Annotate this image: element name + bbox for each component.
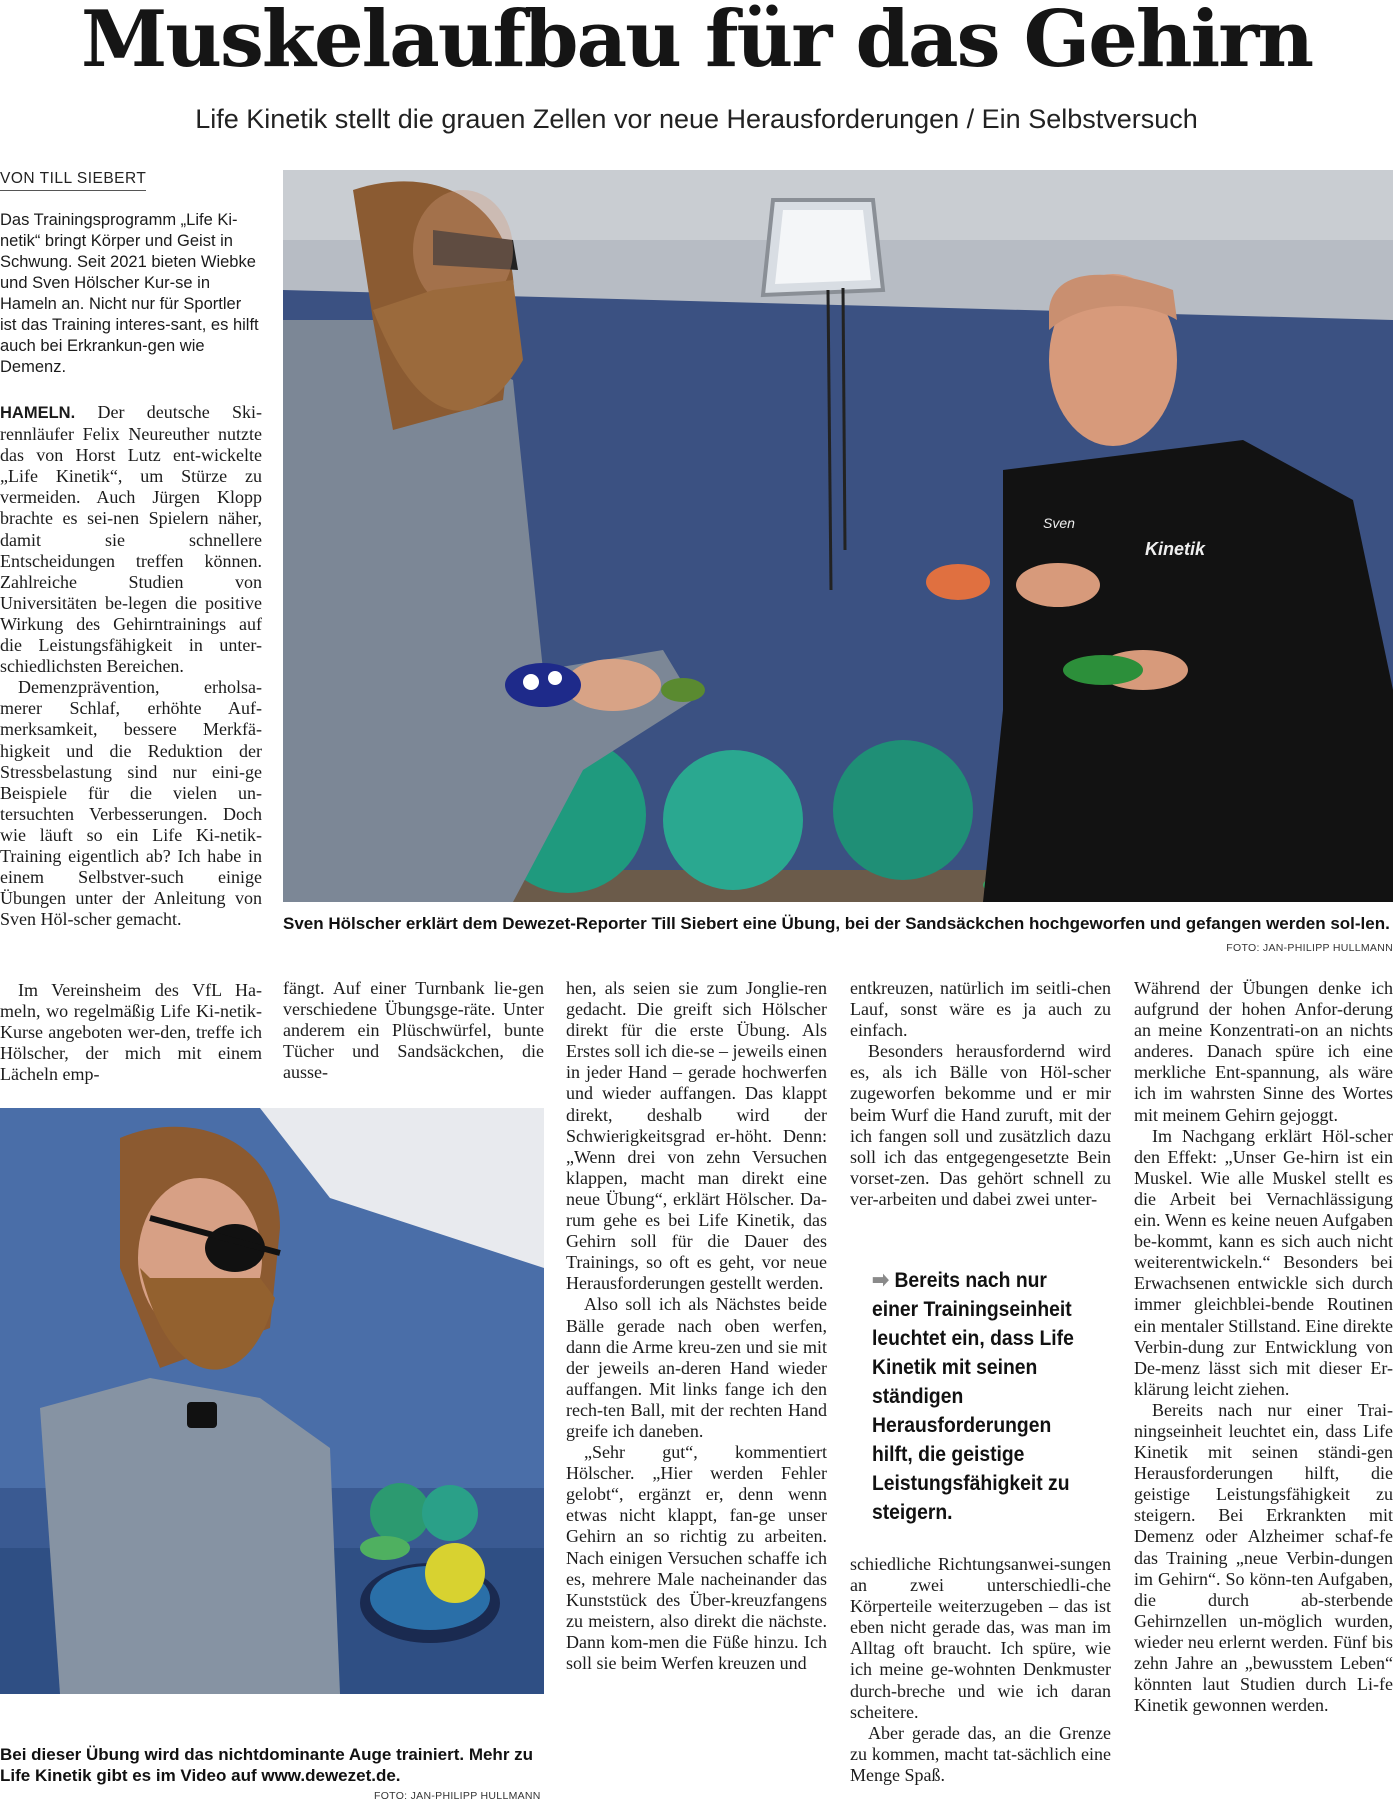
side-photo-credit: FOTO: JAN-PHILIPP HULLMANN xyxy=(374,1790,541,1802)
paragraph: „Sehr gut“, kommentiert Hölscher. „Hier werden Fehler gelobt“, ergänzt er, denn wenn etwas nicht klappt, fan-ge unser Gehirn an so richtig zu arbeiten. Nach einigen Versuchen schaffe ich es, mehrere Male nacheinander das Kunststück des Über-kreuzfangens zu meistern, also direkt die nächste. Dann kom-men die Füße hinzu. Ich soll sie beim Werfen kreuzen und xyxy=(566,1442,827,1673)
article-column-4-continued xyxy=(850,1554,1111,1786)
article-column-4 xyxy=(850,978,1111,1210)
paragraph: Bereits nach nur einer Trai-ningseinheit leuchtet ein, dass Life Kinetik mit seinen ständi-gen Herausforderungen hilft, die geistige Leistungsfähigkeit zu steigern. Bei Erkrankten mit Demenz oder Alzheimer schaf-fe das Training „neue Verbin-dungen im Gehirn“. So könn-ten Aufgaben, die durch ab-sterbende Gehirnzellen un-möglich wurden, wieder neu erlernt werden. Fünf bis zehn Jahre an „bewusstem Leben“ könnten laut Studien durch Li-fe Kinetik gewonnen werden. xyxy=(1134,1399,1393,1716)
article-column-3 xyxy=(566,978,827,1674)
paragraph: entkreuzen, natürlich im seitli-chen Lauf, sonst wäre es ja auch zu einfach. xyxy=(850,978,1111,1041)
shirt-logo-text: Kinetik xyxy=(1145,539,1206,559)
paragraph: Im Vereinsheim des VfL Ha-meln, wo regelmäßig Life Ki-netik-Kurse angeboten wer-den, treffe ich Hölscher, der mich mit einem Lächeln emp- xyxy=(0,980,262,1085)
side-photo xyxy=(0,1108,544,1694)
pull-quote-text: Bereits nach nur einer Trainingseinheit leuchtet ein, dass Life Kinetik mit seinen ständigen Herausforderungen hilft, die geistige Leistungsfähigkeit zu steigern. xyxy=(872,1269,1074,1524)
pull-quote xyxy=(872,1265,1074,1527)
main-photo-illustration xyxy=(283,170,1393,902)
paragraph: Im Nachgang erklärt Höl-scher den Effekt: „Unser Ge-hirn ist ein Muskel. Wie alle Muskel stellt es die Arbeit bei Vernachlässigung ein. Wenn es keine neuen Aufgaben be-kommt, kann es sich auch nicht weiterentwickeln.“ Besonders bei Erwachsenen entwickle sich durch immer gleichblei-bende Routinen ein mentaler Stillstand. Eine direkte Verbin-dung zur Entwicklung von De-menz lässt sich mit dieser Er-klärung leicht ziehen. xyxy=(1134,1125,1393,1399)
subheadline: Life Kinetik stellt die grauen Zellen vor neue Herausforderungen / Ein Selbstversuch xyxy=(195,104,1198,134)
paragraph: fängt. Auf einer Turnbank lie-gen verschiedene Übungsge-räte. Unter anderem ein Plüschwürfel, bunte Tücher und Sandsäckchen, die ausse- xyxy=(283,978,544,1083)
paragraph: hen, als seien sie zum Jonglie-ren gedacht. Die greift sich Hölscher direkt für die erste Übung. Als Erstes soll ich die-se – jeweils einen in jeder Hand – gerade hochwerfen und wieder auffangen. Das klappt direkt, deshalb wird der Schwierigkeitsgrad er-höht. Denn: „Wenn drei von zehn Versuchen klappen, macht man direkt eine neue Übung“, erklärt Hölscher. Da-rum gehe es bei Life Kinetik, das Gehirn soll für die Dauer des Trainings, so oft es geht, vor neue Herausforderungen gestellt werden. xyxy=(566,978,827,1294)
main-photo xyxy=(283,170,1393,902)
paragraph: Besonders herausfordernd wird es, als ich Bälle von Höl-scher zugeworfen bekomme und er mir beim Wurf die Hand zuruft, mit der ich fangen soll und zusätzlich dazu soll ich das entgegengesetzte Bein vorset-zen. Das gehört schnell zu ver-arbeiten und dabei zwei unter- xyxy=(850,1041,1111,1209)
headline: Muskelaufbau für das Gehirn xyxy=(80,0,1313,85)
article-column-2 xyxy=(283,978,544,1083)
teaser: Das Trainingsprogramm „Life Ki-netik“ bringt Körper und Geist in Schwung. Seit 2021 bieten Wiebke und Sven Hölscher Kur-se in Hameln an. Nicht nur für Sportler ist das Training interes-sant, es hilft auch bei Erkrankun-gen wie Demenz. xyxy=(0,211,259,376)
paragraph-text: Der deutsche Ski-rennläufer Felix Neureuther nutzte das von Horst Lutz ent-wickelte „Life Kinetik“, um Stürze zu vermeiden. Auch Jürgen Klopp brachte es sei-nen Spielern näher, damit sie schnellere Entscheidungen treffen können. Zahlreiche Studien von Universitäten be-legen die positive Wirkung des Gehirntrainings auf die Leistungsfähigkeit in unter-schiedlichsten Bereichen. xyxy=(0,402,263,677)
paragraph: Also soll ich als Nächstes beide Bälle gerade nach oben werfen, dann die Arme kreu-zen und sie mit der jeweils an-deren Hand wieder auffangen. Mit links fange ich den rech-ten Ball, mit der rechten Hand greife ich daneben. xyxy=(566,1294,827,1441)
arrow-right-icon: ➡ xyxy=(872,1267,889,1292)
dateline: HAMELN. xyxy=(0,404,76,422)
byline: VON TILL SIEBERT xyxy=(0,170,146,191)
main-photo-caption: Sven Hölscher erklärt dem Dewezet-Reporter Till Siebert eine Übung, bei der Sandsäckchen hochgeworfen und gefangen werden sol-len. xyxy=(283,914,1390,933)
article-column-1 xyxy=(0,402,262,930)
main-photo-credit: FOTO: JAN-PHILIPP HULLMANN xyxy=(1226,942,1393,954)
side-photo-caption: Bei dieser Übung wird das nichtdominante Auge trainiert. Mehr zu Life Kinetik gibt es im Video auf www.dewezet.de. xyxy=(0,1745,534,1785)
paragraph: Während der Übungen denke ich aufgrund der hohen Anfor-derung an meine Konzentrati-on an nichts anderes. Danach spüre ich eine merkliche Ent-spannung, als wäre ich im wahrsten Sinne des Wortes mit meinem Gehirn gejoggt. xyxy=(1134,978,1393,1125)
paragraph xyxy=(0,402,262,677)
paragraph: Demenzprävention, erholsa-merer Schlaf, erhöhte Auf-merksamkeit, bessere Merkfä-higkeit und die Reduktion der Stressbelastung sind nur eini-ge Beispiele für die vielen un-tersuchten Verbesserungen. Doch wie läuft so ein Life Ki-netik-Training eigentlich ab? Ich habe in einem Selbstver-such einige Übungen unter der Anleitung von Sven Höl-scher gemacht. xyxy=(0,677,262,930)
side-photo-illustration xyxy=(0,1108,544,1694)
paragraph: Aber gerade das, an die Grenze zu kommen, macht tat-sächlich eine Menge Spaß. xyxy=(850,1722,1111,1785)
article-column-1-continued xyxy=(0,980,262,1085)
paragraph: schiedliche Richtungsanwei-sungen an zwei unterschiedli-che Körperteile weiterzugeben – das ist eben nicht gerade das, was man im Alltag oft braucht. Ich spüre, wie ich meine ge-wohnten Denkmuster durch-breche und wie ich daran scheitere. xyxy=(850,1554,1111,1722)
shirt-name-text: Sven xyxy=(1043,515,1075,531)
article-column-5 xyxy=(1134,978,1393,1716)
